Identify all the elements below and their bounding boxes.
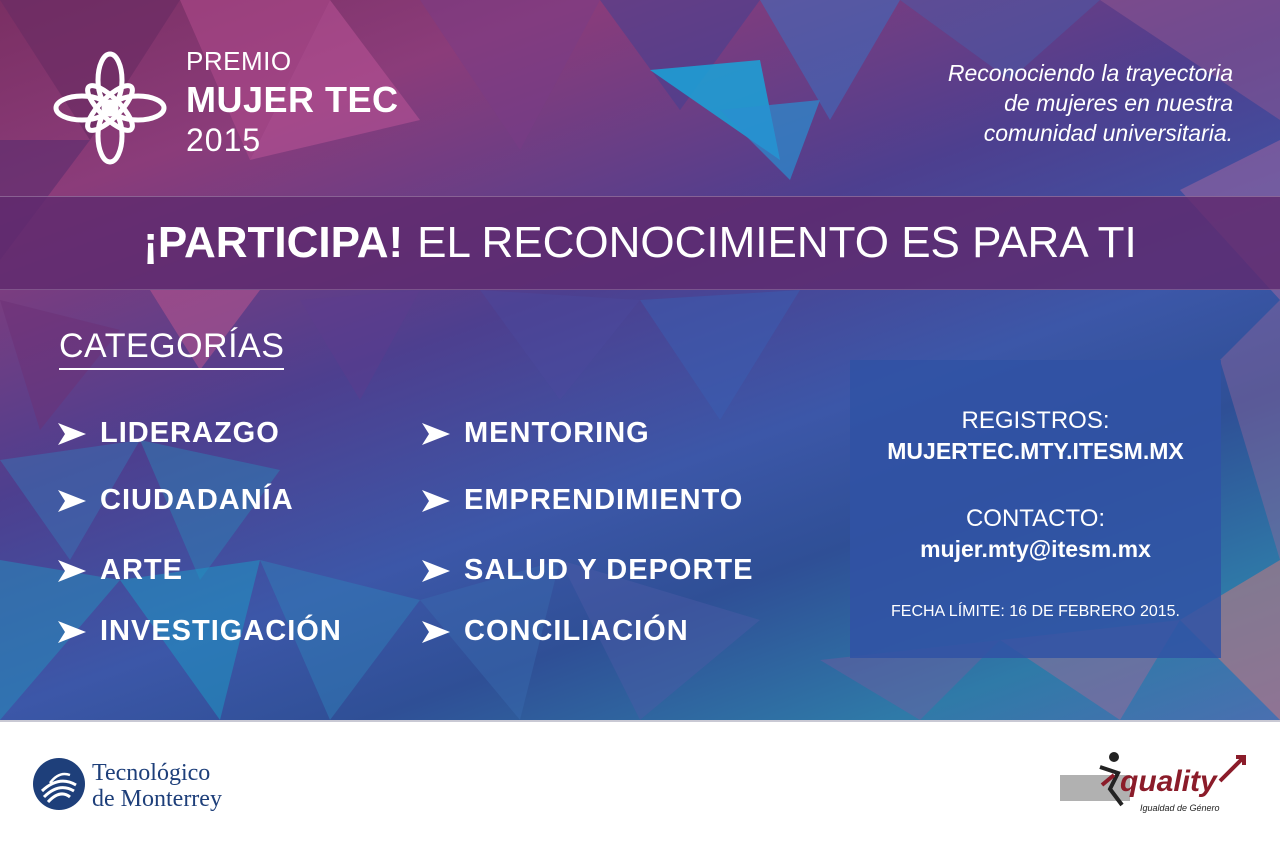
deadline-text: FECHA LÍMITE: 16 DE FEBRERO 2015.	[891, 603, 1180, 620]
category-label: EMPRENDIMIENTO	[464, 484, 744, 516]
category-label: CIUDADANÍA	[100, 484, 294, 516]
contacto-label: CONTACTO:	[965, 505, 1106, 532]
banner-strong-text: ¡PARTICIPA!	[143, 218, 404, 267]
banner-text: EL RECONOCIMIENTO ES PARA TI	[417, 218, 1137, 267]
footer-divider	[0, 720, 1280, 722]
flower-icon	[50, 48, 170, 168]
award-title	[186, 48, 399, 156]
contact-email-link[interactable]: mujer.mty@itesm.mx	[920, 536, 1151, 562]
tec-logo-text	[92, 760, 222, 812]
category-item	[422, 615, 689, 648]
tagline-line1: Reconociendo la trayectoria	[947, 60, 1233, 86]
award-title-line2: MUJER TEC	[186, 79, 399, 120]
arrow-right-icon	[58, 621, 86, 643]
category-label: MENTORING	[464, 417, 650, 449]
category-item	[422, 417, 650, 450]
tec-emblem-icon	[32, 757, 86, 811]
tagline-line3: comunidad universitaria.	[983, 120, 1233, 146]
arrow-right-icon	[58, 560, 86, 582]
arrow-right-icon	[422, 621, 450, 643]
category-label: LIDERAZGO	[100, 417, 280, 449]
category-item	[58, 417, 280, 450]
award-title-line3: 2015	[186, 122, 262, 158]
equality-logo-subtitle: Igualdad de Género	[1140, 803, 1220, 813]
category-item	[58, 554, 183, 587]
info-box	[850, 360, 1221, 658]
categories-title: CATEGORÍAS	[59, 326, 284, 370]
category-item	[422, 484, 743, 517]
category-label: ARTE	[100, 554, 183, 586]
category-item	[422, 554, 753, 587]
arrow-right-icon	[422, 423, 450, 445]
category-item	[58, 484, 294, 517]
arrow-right-icon	[422, 560, 450, 582]
participa-banner	[0, 196, 1280, 290]
equality-logo-word: quality	[1120, 765, 1217, 798]
arrow-right-icon	[422, 490, 450, 512]
tagline	[813, 58, 1233, 148]
registro-link[interactable]: MUJERTEC.MTY.ITESM.MX	[887, 438, 1184, 464]
registro-label: REGISTROS:	[961, 407, 1110, 434]
tec-logo-line1: Tecnológico	[92, 760, 211, 786]
tec-logo-line2: de Monterrey	[92, 786, 222, 812]
arrow-right-icon	[58, 490, 86, 512]
arrow-right-icon	[58, 423, 86, 445]
category-label: SALUD Y DEPORTE	[464, 554, 754, 586]
footer	[0, 720, 1280, 843]
award-title-line1: PREMIO	[186, 46, 292, 76]
tagline-line2: de mujeres en nuestra	[1004, 90, 1233, 116]
category-label: CONCILIACIÓN	[464, 615, 689, 647]
category-label: INVESTIGACIÓN	[100, 615, 342, 647]
category-item	[58, 615, 342, 648]
equality-logo	[1060, 745, 1255, 825]
